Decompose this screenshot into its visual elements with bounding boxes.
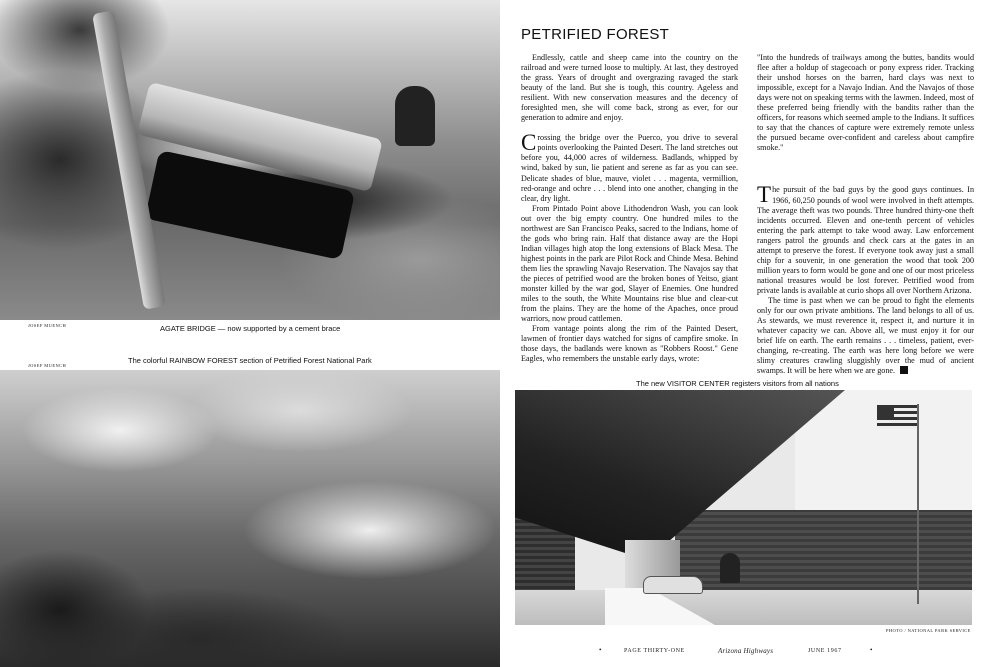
footer-page-number: PAGE THIRTY-ONE [624,648,685,654]
paragraph: From Pintado Point above Lithodendron Wash, you can look out over the big empty country. One hundred miles to the northwest are San Francisco Peaks, sacred to the Indians, home of the gods who bring rain. Half that distance away are the Hopi Indian villages high atop the long extensions of Black Mesa. The highest points in the park are Pilot Rock and Chinde Mesa. Behind them lies the sprawling Navajo Reservation. The Navajos say that the pieces of petrified wood are the broken bones of Yeitso, giant monster killed by the war god, Slayer of Enemies. One hundred miles to the south, the White Mountains rise blue and clear-cut from the plains. They are the home of the Apaches, once proud warriors, now proud cattlemen. [521,203,738,324]
parking-lot [515,590,972,625]
flagpole [917,404,919,604]
article-title: PETRIFIED FOREST [521,26,670,43]
agate-bridge-credit: JOSEF MUENCH [28,323,67,328]
flag-icon [877,405,917,429]
paragraph-with-dropcap [521,130,738,203]
park-service-sign [720,553,740,583]
footer-dot-icon: • [870,646,873,654]
end-mark-icon [900,366,908,374]
agate-bridge-photo [0,0,500,320]
drop-cap: C [521,130,537,156]
paragraph: From vantage points along the rim of the Painted Desert, lawmen of frontier days watched for signs of campfire smoke. In those days, the badlands were known as "Robbers Roost." Gene Eagles, who remembers the unstable early days, wrote: [521,324,738,364]
paragraph-text: The time is past when we can be proud to fight the elements only for our own private ambitions. The land belongs to all of us. As stewards, we must reverence it, respect it, and nurture it in whatever capacity we can. Above all, we must enjoy it for our brief life on earth. The earth remains . . . timeless, patient, ever-changing, re-creating. The earth was here long before we were slimy creatures crawling sluggishly over the mud of ancient swamps. It will be here when we are gone. [757,295,974,376]
block-quote: "Into the hundreds of trailways among the buttes, bandits would flee after a holdup of stagecoach or pony express rider. Tracking their unshod horses on the barren, hard clays was next to impossible, except for a Navajo Indian. And the Navajos of those days were not on speaking terms with the lawmen. Indeed, most of these preferred being friendly with the bandits rather than the officers, for reasons which seemed ample to the Indians. It suffices to say that the chances of capture were extremely remote unless the pursued became over-confident and careless about campfire smoke." [757,53,974,153]
rainbow-forest-photo [0,370,500,667]
paragraph-text: rossing the bridge over the Puerco, you drive to several points overlooking the Painted Desert. The land stretches out before you, 44,000 acres of wilderness. Badlands, whipped by wind, baked by sun, lie patient and serene as far as you can see. Delicate shades of blue, mauve, violet . . . magenta, vermillion, red-orange and ochre . . . blend into one another, changing in the clear, dry light. [521,133,738,203]
rainbow-forest-caption: The colorful RAINBOW FOREST section of Petrified Forest National Park [128,356,372,365]
footer-magazine-name: Arizona Highways [718,647,774,655]
visitor-center-credit: PHOTO / NATIONAL PARK SERVICE [886,628,971,633]
paragraph: Endlessly, cattle and sheep came into the country on the railroad and were turned loose to multiply. At last, they destroyed the grass. Years of drought and overgrazing ravaged the stark beauty of the land. But she is tough, this country. Ageless and resilient. With new conservation measures and the decency of foresighted men, she will come back, strong as ever, for our generation to admire and enjoy. [521,53,738,123]
footer-dot-icon: • [599,646,602,654]
rainbow-forest-credit: JOSEF MUENCH [28,363,67,368]
visitor-center-caption: The new VISITOR CENTER registers visitors from all nations [636,379,839,388]
paragraph-text: he pursuit of the bad guys by the good guys continues. In 1966, 60,250 pounds of wool were involved in theft attempts. The average theft was two pounds. Three hundred thirty-one theft incidents occurred. Eleven and one-tenth percent of vehicles entering the park attempt to take wood away. Law enforcement rangers patrol the grounds and check cars at the gates in an attempt to preserve the forest. If everyone took away just a small chip for a souvenir, in one generation the wood that took 200 million years to form would be gone and one of our most priceless national treasures would be lost forever. Petrified wood from private lands is available at curio shops all over Northern Arizona. [757,185,974,295]
footer-date: JUNE 1967 [808,648,842,654]
tree-trunk [92,10,166,309]
article-column-right [757,53,974,376]
agate-bridge-caption: AGATE BRIDGE — now supported by a cement brace [160,324,341,333]
drop-cap: T [757,182,772,208]
photographer-figure [395,86,435,146]
paragraph [757,296,974,376]
paragraph-with-dropcap [757,182,974,296]
parked-car [643,576,703,594]
article-column-left [521,53,738,364]
visitor-center-photo [515,390,972,625]
